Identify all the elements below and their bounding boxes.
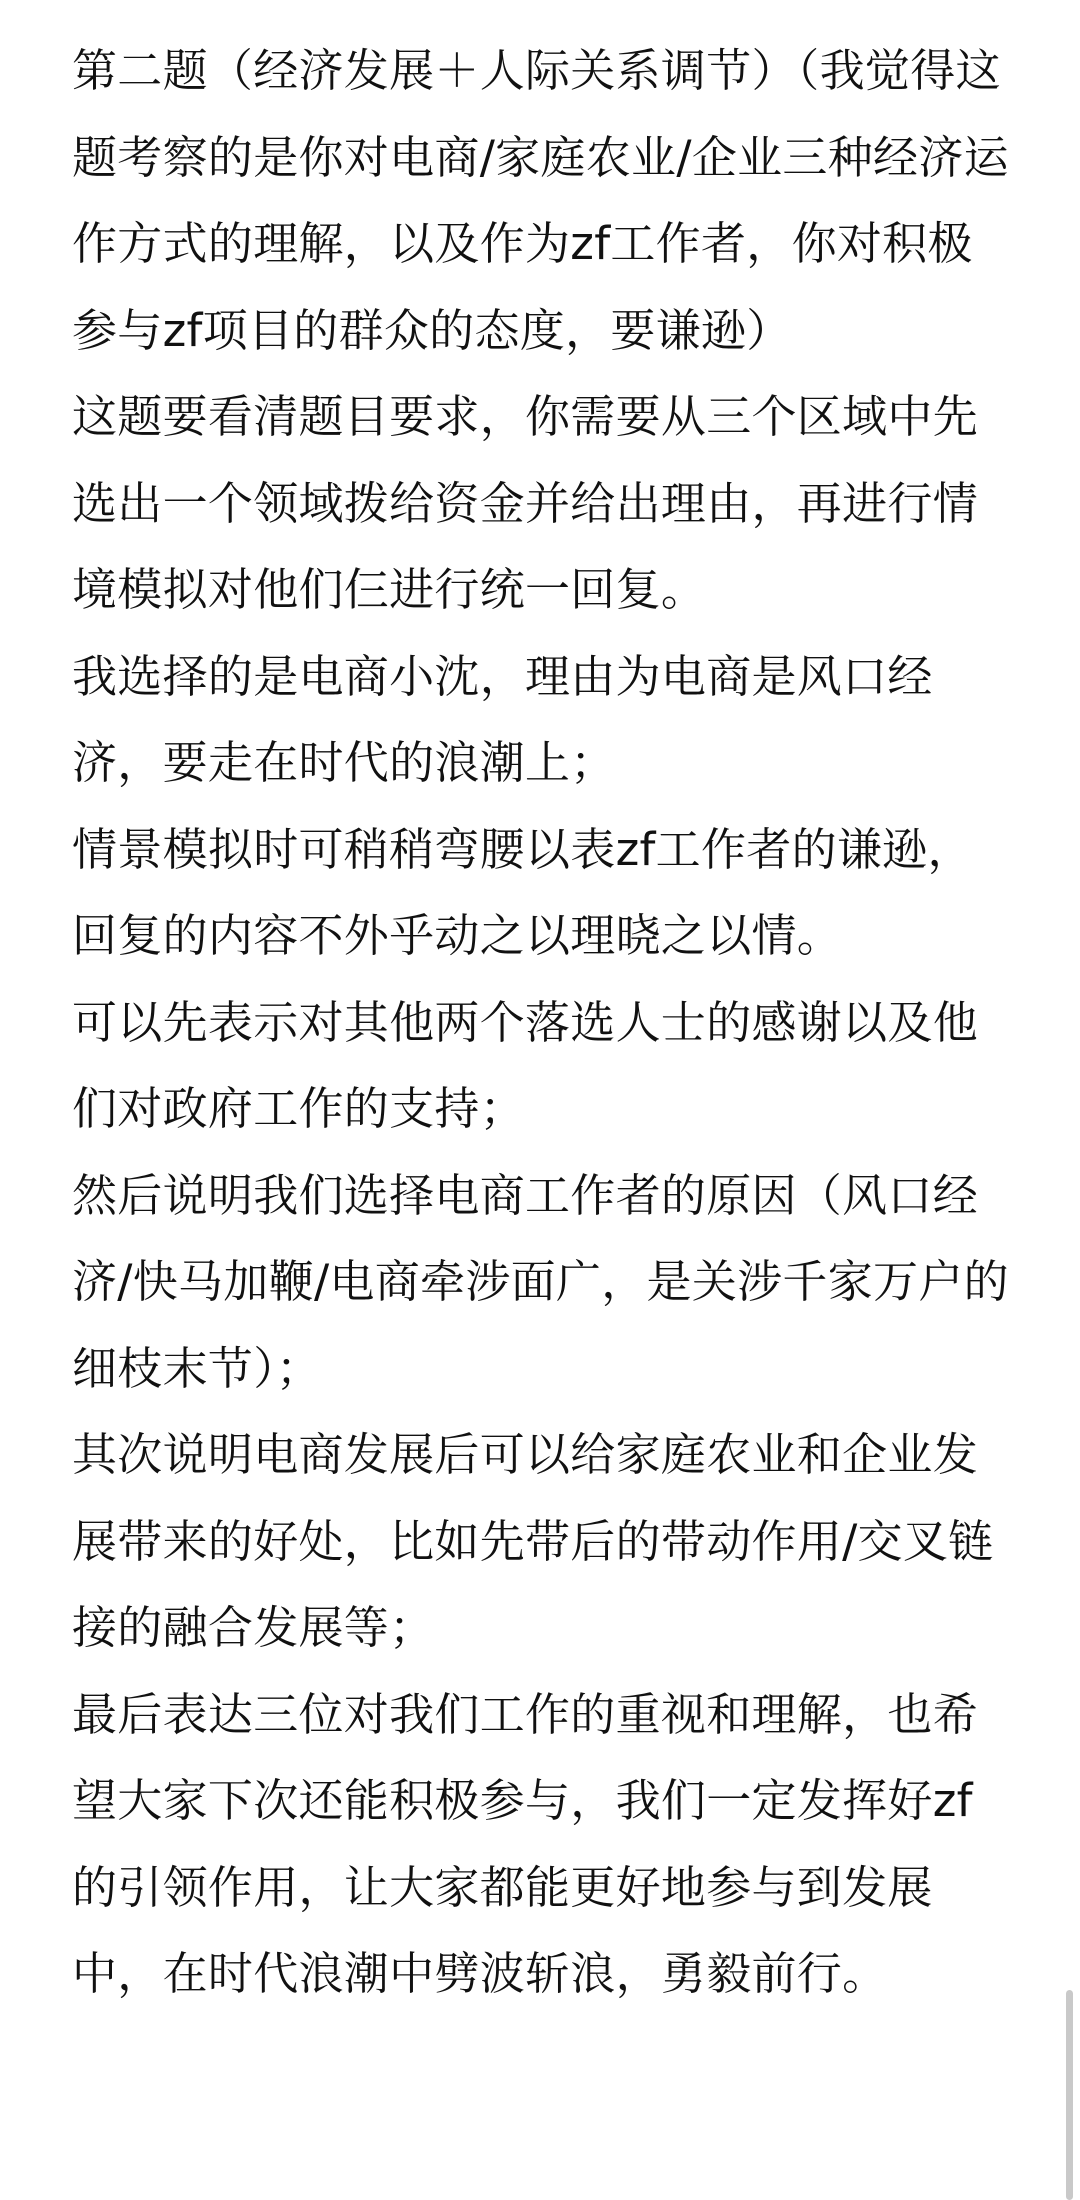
paragraph-requirement: 这题要看清题目要求，你需要从三个区域中先选出一个领域拨给资金并给出理由，再进行情境模拟对他们仨进行统一回复。 [72, 390, 979, 616]
paragraph-simulation: 情景模拟时可稍稍弯腰以表zf工作者的谦逊，回复的内容不外乎动之以理晓之以情。 [72, 822, 973, 962]
scrollbar-thumb[interactable] [1066, 1990, 1073, 2200]
paragraph-thanks: 可以先表示对其他两个落选人士的感谢以及他们对政府工作的支持； [72, 995, 979, 1135]
paragraph-reason: 然后说明我们选择电商工作者的原因（风口经济/快马加鞭/电商牵涉面广，是关涉千家万户的细枝末节）； [72, 1168, 1009, 1395]
paragraph-choice: 我选择的是电商小沈，理由为电商是风口经济，要走在时代的浪潮上； [72, 649, 933, 789]
scrollbar[interactable] [1060, 0, 1080, 2200]
paragraph-intro: 第二题（经济发展＋人际关系调节）（我觉得这题考察的是你对电商/家庭农业/企业三种经济运作方式的理解，以及作为zf工作者，你对积极参与zf项目的群众的态度，要谦逊） [72, 44, 1009, 357]
article-body [72, 28, 1018, 2018]
paragraph-benefits: 其次说明电商发展后可以给家庭农业和企业发展带来的好处，比如先带后的带动作用/交叉链接的融合发展等； [72, 1428, 994, 1654]
paragraph-closing: 最后表达三位对我们工作的重视和理解，也希望大家下次还能积极参与，我们一定发挥好zf的引领作用，让大家都能更好地参与到发展中，在时代浪潮中劈波斩浪，勇毅前行。 [72, 1687, 979, 2000]
